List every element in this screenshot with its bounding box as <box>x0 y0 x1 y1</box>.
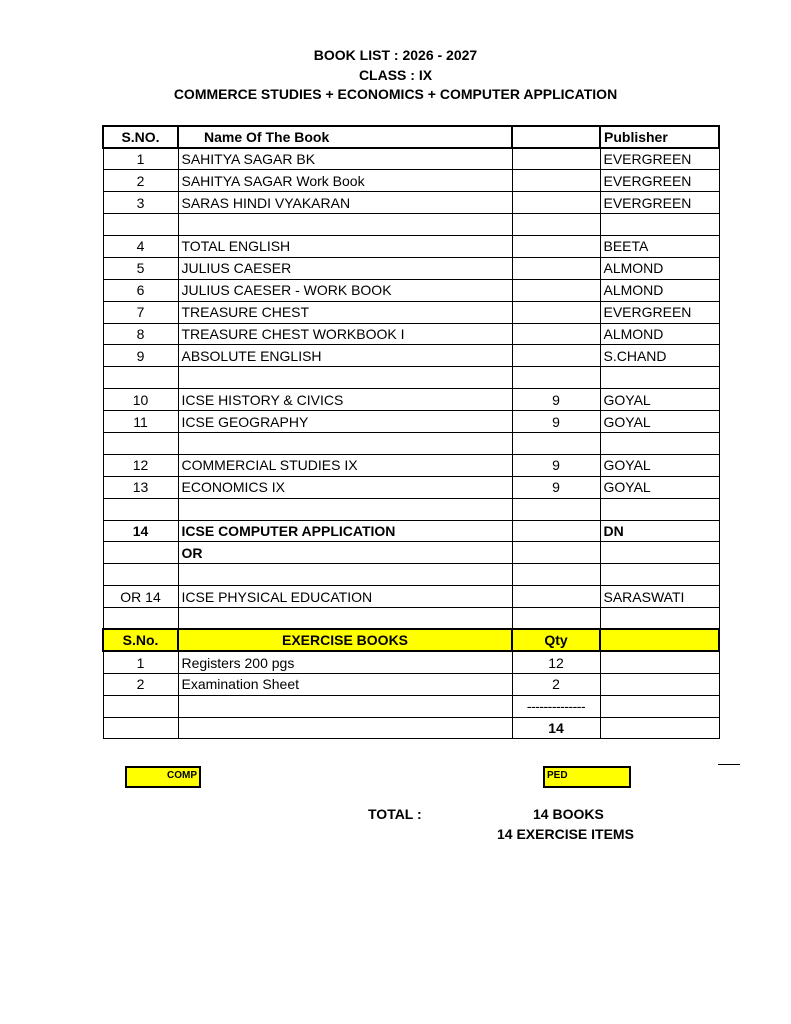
sno-cell: 1 <box>103 148 178 170</box>
qty-cell <box>512 323 600 345</box>
table-row <box>103 454 719 476</box>
sno-cell: 2 <box>103 170 178 192</box>
total-books: 14 BOOKS <box>533 806 604 822</box>
book-name-cell <box>178 367 512 389</box>
qty-cell: 9 <box>512 389 600 411</box>
qty-cell <box>512 498 600 520</box>
publisher-cell <box>600 564 719 586</box>
ex-col-qty-header: Qty <box>512 629 600 651</box>
dash-line: -------------- <box>512 695 600 717</box>
publisher-cell: GOYAL <box>600 454 719 476</box>
book-name-cell: OR <box>178 542 512 564</box>
table-row <box>103 170 719 192</box>
book-name-cell <box>178 608 512 630</box>
publisher-cell <box>600 367 719 389</box>
publisher-cell: GOYAL <box>600 389 719 411</box>
book-name-cell: ICSE PHYSICAL EDUCATION <box>178 586 512 608</box>
publisher-cell: EVERGREEN <box>600 192 719 214</box>
col-sno-header: S.NO. <box>103 126 178 148</box>
book-name-cell: TREASURE CHEST <box>178 301 512 323</box>
publisher-cell: ALMOND <box>600 257 719 279</box>
table-row <box>103 192 719 214</box>
ex-sno-cell: 1 <box>103 651 178 673</box>
publisher-cell: SARASWATI <box>600 586 719 608</box>
table-row <box>103 432 719 454</box>
publisher-cell: GOYAL <box>600 476 719 498</box>
table-row <box>103 257 719 279</box>
sno-cell <box>103 214 178 236</box>
table-row <box>103 235 719 257</box>
book-list-table <box>102 125 720 739</box>
table-row <box>103 367 719 389</box>
book-name-cell: SAHITYA SAGAR Work Book <box>178 170 512 192</box>
table-row <box>103 148 719 170</box>
publisher-cell: EVERGREEN <box>600 170 719 192</box>
qty-cell <box>512 432 600 454</box>
page-title: BOOK LIST : 2026 - 2027 <box>313 47 478 63</box>
qty-cell <box>512 192 600 214</box>
total-label: TOTAL : <box>368 806 422 822</box>
dash-row <box>103 695 719 717</box>
ex-col-blank-header <box>600 629 719 651</box>
table-row <box>103 389 719 411</box>
comp-tag: COMP <box>125 766 201 788</box>
qty-cell <box>512 170 600 192</box>
sno-cell: 13 <box>103 476 178 498</box>
sno-cell: 4 <box>103 235 178 257</box>
publisher-cell: DN <box>600 520 719 542</box>
qty-cell <box>512 542 600 564</box>
book-name-cell: JULIUS CAESER - WORK BOOK <box>178 279 512 301</box>
publisher-cell: BEETA <box>600 235 719 257</box>
sno-cell <box>103 367 178 389</box>
ex-name-cell: Registers 200 pgs <box>178 651 512 673</box>
total-qty-row <box>103 717 719 739</box>
book-table-header <box>103 126 719 148</box>
sno-cell: 11 <box>103 411 178 433</box>
sno-cell: 10 <box>103 389 178 411</box>
publisher-cell <box>600 498 719 520</box>
table-row <box>103 673 719 695</box>
qty-cell <box>512 345 600 367</box>
sno-cell <box>103 498 178 520</box>
class-heading: CLASS : IX <box>358 67 433 83</box>
table-row <box>103 608 719 630</box>
book-name-cell: ICSE HISTORY & CIVICS <box>178 389 512 411</box>
col-qty-header <box>512 126 600 148</box>
col-publisher-header: Publisher <box>600 126 719 148</box>
book-name-cell <box>178 564 512 586</box>
sno-cell <box>103 564 178 586</box>
qty-cell <box>512 608 600 630</box>
table-row <box>103 586 719 608</box>
publisher-cell: EVERGREEN <box>600 301 719 323</box>
publisher-cell <box>600 542 719 564</box>
qty-cell <box>512 279 600 301</box>
qty-cell <box>512 148 600 170</box>
qty-cell <box>512 564 600 586</box>
publisher-cell: S.CHAND <box>600 345 719 367</box>
qty-cell: 9 <box>512 454 600 476</box>
book-name-cell: ECONOMICS IX <box>178 476 512 498</box>
ex-col-name-header: EXERCISE BOOKS <box>178 629 512 651</box>
qty-cell <box>512 301 600 323</box>
ex-blank-cell <box>600 651 719 673</box>
exercise-table-header <box>103 629 719 651</box>
qty-cell <box>512 235 600 257</box>
total-qty: 14 <box>512 717 600 739</box>
book-name-cell <box>178 432 512 454</box>
table-row <box>103 345 719 367</box>
ex-col-sno-header: S.No. <box>103 629 178 651</box>
table-row <box>103 542 719 564</box>
ex-qty-cell: 12 <box>512 651 600 673</box>
qty-cell <box>512 257 600 279</box>
book-name-cell: ABSOLUTE ENGLISH <box>178 345 512 367</box>
book-name-cell: COMMERCIAL STUDIES IX <box>178 454 512 476</box>
qty-cell <box>512 520 600 542</box>
table-row <box>103 476 719 498</box>
col-name-header: Name Of The Book <box>178 126 512 148</box>
book-name-cell: TOTAL ENGLISH <box>178 235 512 257</box>
ped-tag: PED <box>543 766 631 788</box>
table-row <box>103 279 719 301</box>
ex-sno-cell: 2 <box>103 673 178 695</box>
qty-cell: 9 <box>512 411 600 433</box>
publisher-cell: ALMOND <box>600 279 719 301</box>
book-name-cell: JULIUS CAESER <box>178 257 512 279</box>
publisher-cell <box>600 214 719 236</box>
sno-cell: 14 <box>103 520 178 542</box>
sno-cell: 7 <box>103 301 178 323</box>
book-name-cell: ICSE COMPUTER APPLICATION <box>178 520 512 542</box>
book-name-cell <box>178 498 512 520</box>
qty-cell <box>512 367 600 389</box>
table-row <box>103 651 719 673</box>
publisher-cell: GOYAL <box>600 411 719 433</box>
sno-cell: 3 <box>103 192 178 214</box>
qty-cell <box>512 586 600 608</box>
publisher-cell <box>600 432 719 454</box>
sno-cell: 12 <box>103 454 178 476</box>
sno-cell: OR 14 <box>103 586 178 608</box>
qty-cell: 9 <box>512 476 600 498</box>
sno-cell <box>103 608 178 630</box>
sno-cell: 8 <box>103 323 178 345</box>
sno-cell: 6 <box>103 279 178 301</box>
table-row <box>103 520 719 542</box>
table-row <box>103 411 719 433</box>
table-row <box>103 564 719 586</box>
publisher-cell <box>600 608 719 630</box>
table-row <box>103 214 719 236</box>
book-name-cell: TREASURE CHEST WORKBOOK I <box>178 323 512 345</box>
ex-blank-cell <box>600 673 719 695</box>
publisher-cell: EVERGREEN <box>600 148 719 170</box>
sno-cell <box>103 432 178 454</box>
table-row <box>103 301 719 323</box>
book-name-cell: SAHITYA SAGAR BK <box>178 148 512 170</box>
table-row <box>103 498 719 520</box>
book-name-cell: ICSE GEOGRAPHY <box>178 411 512 433</box>
ex-name-cell: Examination Sheet <box>178 673 512 695</box>
table-extension-line <box>718 764 740 765</box>
table-row <box>103 323 719 345</box>
sno-cell <box>103 542 178 564</box>
qty-cell <box>512 214 600 236</box>
book-name-cell <box>178 214 512 236</box>
publisher-cell: ALMOND <box>600 323 719 345</box>
stream-heading: COMMERCE STUDIES + ECONOMICS + COMPUTER APPLICATION <box>173 86 618 102</box>
total-exercise: 14 EXERCISE ITEMS <box>497 826 634 842</box>
ex-qty-cell: 2 <box>512 673 600 695</box>
sno-cell: 9 <box>103 345 178 367</box>
book-name-cell: SARAS HINDI VYAKARAN <box>178 192 512 214</box>
sno-cell: 5 <box>103 257 178 279</box>
